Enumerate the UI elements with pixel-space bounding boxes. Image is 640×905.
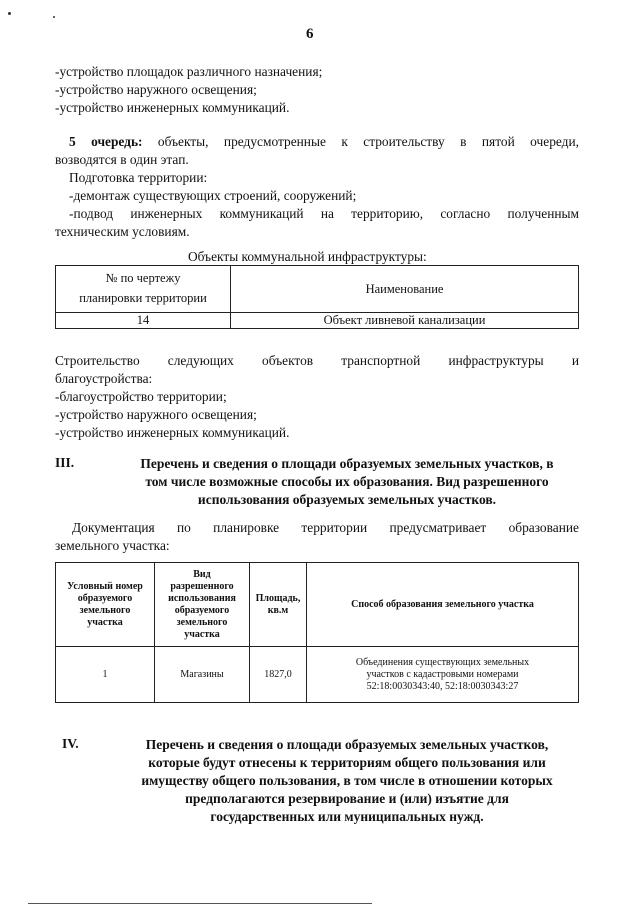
list-item: -устройство площадок различного назначения; xyxy=(55,64,323,79)
stage5-label: 5 очередь: xyxy=(69,134,143,149)
stage5-line1 xyxy=(55,133,579,151)
table-cell: 1827,0 xyxy=(250,647,307,703)
table-row xyxy=(56,647,579,703)
table-cell: Магазины xyxy=(155,647,250,703)
table-header-cell: Способ образования земельного участка xyxy=(307,563,579,647)
scan-speck xyxy=(53,16,55,18)
prep-title: Подготовка территории: xyxy=(69,170,208,185)
scan-speck xyxy=(8,12,11,15)
list-item: -устройство наружного освещения; xyxy=(55,407,257,422)
land-plots-table xyxy=(55,562,579,703)
list-item: -устройство инженерных коммуникаций. xyxy=(55,425,290,440)
list-item: техническим условиям. xyxy=(55,224,190,239)
utility-objects-table xyxy=(55,265,579,329)
table-header-cell: Наименование xyxy=(231,266,579,313)
table-header-cell: № по чертежу планировки территории xyxy=(56,266,231,313)
section3-number: III. xyxy=(55,455,75,470)
transport-line2: благоустройства: xyxy=(55,371,153,386)
table-cell: Объединения существующих земельных участков с кадастровыми номерами 52:18:0030343:40, 52:18:0030343:27 xyxy=(307,647,579,703)
list-item: -устройство наружного освещения; xyxy=(55,82,257,97)
table1-caption: Объекты коммунальной инфраструктуры: xyxy=(188,249,427,264)
section4-title: Перечень и сведения о площади образуемых земельных участков, которые будут отнесены к территориям общего пользования или имуществу общего пользования, в том числе в отношении которых предполагаются резервирование и (или) изъятие для государственных или муниципальных нужд. xyxy=(141,737,553,824)
section4-number: IV. xyxy=(62,736,79,751)
footer-divider xyxy=(28,903,372,904)
list-item: -демонтаж существующих строений, сооружений; xyxy=(69,188,357,203)
page-number: 6 xyxy=(306,26,314,42)
table-cell: 14 xyxy=(56,313,231,329)
doc-para-line1: Документация по планировке территории предусматривает образование xyxy=(72,520,579,535)
table-header-cell: Площадь, кв.м xyxy=(250,563,307,647)
list-item: -устройство инженерных коммуникаций. xyxy=(55,100,290,115)
table-cell: Объект ливневой канализации xyxy=(231,313,579,329)
list-item: -подвод инженерных коммуникаций на территорию, согласно полученным xyxy=(69,206,579,221)
stage5-line2: возводятся в один этап. xyxy=(55,152,189,167)
stage5-text: объекты, предусмотренные к строительству в пятой очереди, xyxy=(157,134,579,149)
table-header-cell: Условный номер образуемого земельного участка xyxy=(56,563,155,647)
table-header-cell: Вид разрешенного использования образуемого земельного участка xyxy=(155,563,250,647)
transport-line1: Строительство следующих объектов транспортной инфраструктуры и xyxy=(55,353,579,368)
section3-title: Перечень и сведения о площади образуемых земельных участков, в том числе возможные способы их образования. Вид разрешенного использования образуемых земельных участков. xyxy=(140,456,554,507)
table-row xyxy=(56,313,579,329)
list-item: -благоустройство территории; xyxy=(55,389,227,404)
doc-para-line2: земельного участка: xyxy=(55,538,170,553)
table-cell: 1 xyxy=(56,647,155,703)
